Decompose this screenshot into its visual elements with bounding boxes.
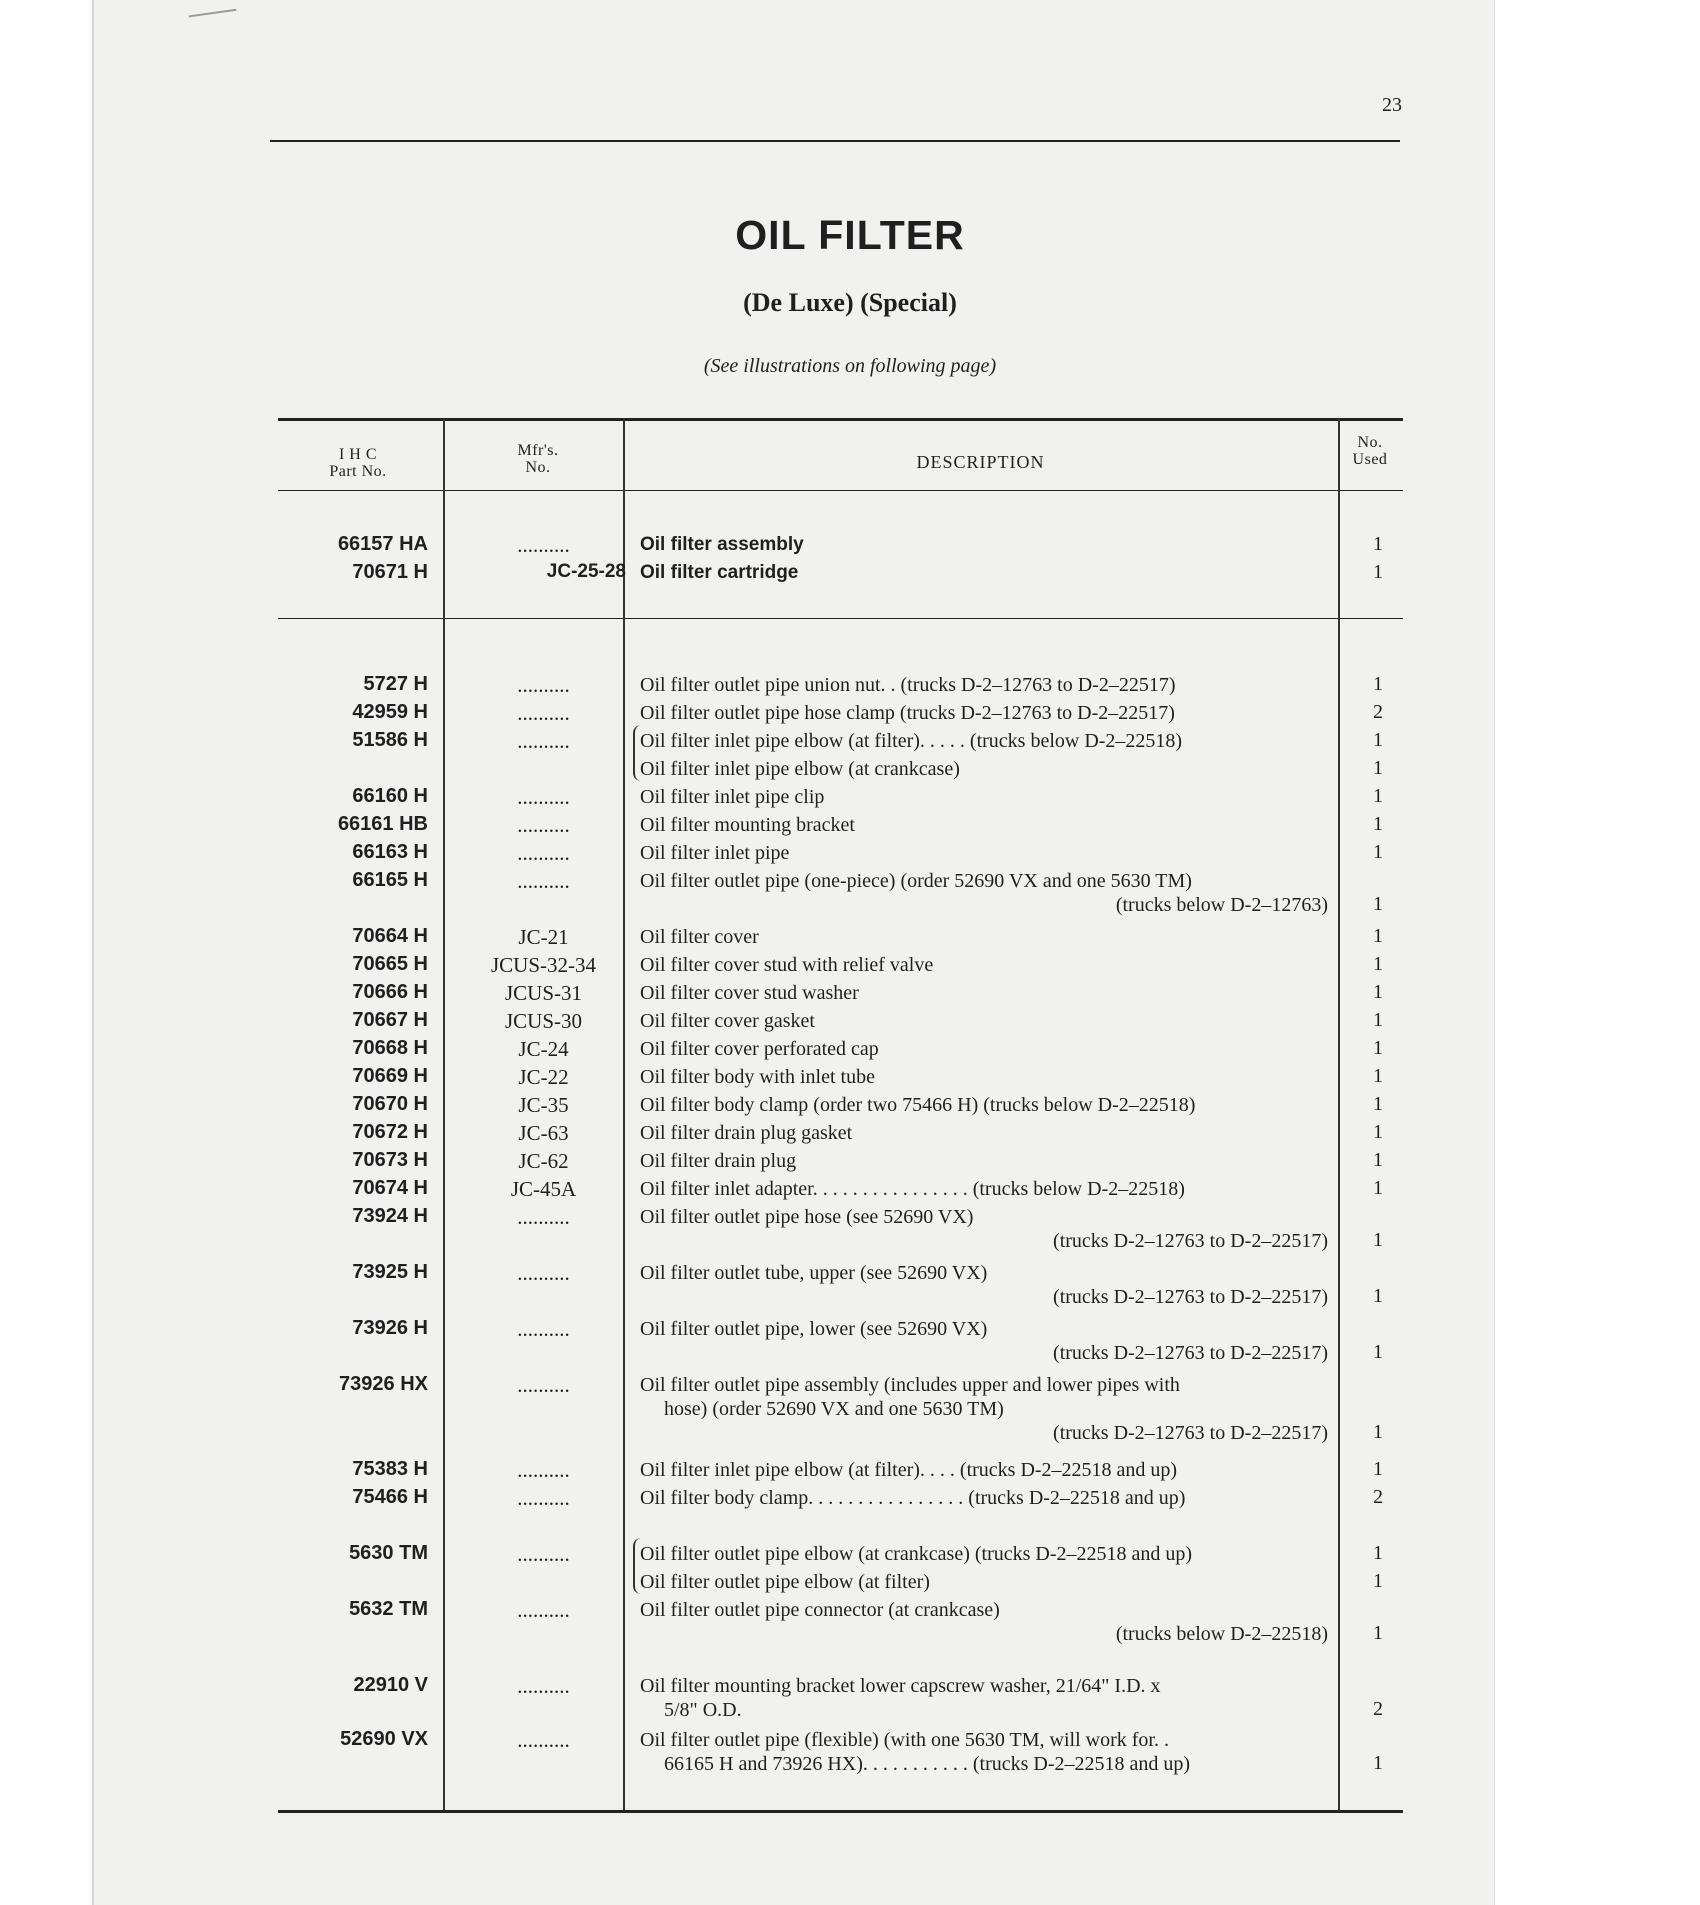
description <box>640 1598 1328 1646</box>
description-line: Oil filter outlet pipe union nut. . (trucks D-2–12763 to D-2–22517) <box>640 674 1176 696</box>
mfr-number: .......... <box>517 1458 570 1482</box>
description-line: Oil filter outlet pipe connector (at crankcase) <box>640 1599 1000 1621</box>
description <box>640 1149 1328 1173</box>
col-divider-3 <box>1338 418 1340 1810</box>
description <box>640 1373 1328 1445</box>
quantity-used: 1 <box>1373 1149 1383 1171</box>
description-line: Oil filter inlet adapter. . . . . . . . . . . . . . . . (trucks below D-2–22518) <box>640 1178 1185 1200</box>
description <box>640 1317 1328 1365</box>
header-description: DESCRIPTION <box>916 452 1045 472</box>
description-line: Oil filter outlet tube, upper (see 52690 VX) <box>640 1262 988 1284</box>
part-number: 52690 VX <box>340 1728 428 1750</box>
mfr-number: JC-22 <box>518 1065 569 1089</box>
description <box>640 1121 1328 1145</box>
mfr-number: .......... <box>517 813 570 837</box>
description <box>640 1570 1328 1594</box>
mfr-number: .......... <box>517 1542 570 1566</box>
part-number: 70669 H <box>352 1065 428 1087</box>
part-number: 70664 H <box>352 925 428 947</box>
description <box>640 925 1328 949</box>
part-number: 70665 H <box>352 953 428 975</box>
mfr-number: .......... <box>517 1728 570 1752</box>
grouping-brace <box>633 725 641 781</box>
description-line: Oil filter mounting bracket lower capscrew washer, 21/64" I.D. x <box>640 1675 1161 1697</box>
description <box>640 1458 1328 1482</box>
part-number: 42959 H <box>352 701 428 723</box>
description-continuation: hose) (order 52690 VX and one 5630 TM) <box>664 1398 1004 1420</box>
part-number: 70670 H <box>352 1093 428 1115</box>
table-bottom-rule <box>278 1810 1403 1813</box>
description-continuation: 5/8" O.D. <box>664 1699 742 1721</box>
page-subtitle: (De Luxe) (Special) <box>743 288 957 317</box>
part-number: 5632 TM <box>349 1598 428 1620</box>
description <box>640 561 1328 585</box>
description-line: Oil filter body clamp. . . . . . . . . . . . . . . . (trucks D-2–22518 and up) <box>640 1487 1186 1509</box>
description-line: Oil filter outlet pipe elbow (at filter) <box>640 1571 930 1593</box>
description-line: Oil filter outlet pipe hose clamp (trucks D-2–12763 to D-2–22517) <box>640 702 1175 724</box>
description <box>640 1728 1328 1776</box>
quantity-used: 1 <box>1373 925 1383 947</box>
part-number: 73925 H <box>352 1261 428 1283</box>
description-continuation: (trucks D-2–12763 to D-2–22517) <box>1053 1342 1328 1364</box>
description <box>640 1542 1328 1566</box>
mfr-number: JCUS-30 <box>504 1009 583 1033</box>
mfr-number: .......... <box>517 701 570 725</box>
description-line: Oil filter assembly <box>640 534 804 555</box>
mfr-number: .......... <box>517 1598 570 1622</box>
part-number: 70674 H <box>352 1177 428 1199</box>
part-number: 66165 H <box>352 869 428 891</box>
quantity-used: 1 <box>1373 981 1383 1003</box>
description <box>640 673 1328 697</box>
description <box>640 1674 1328 1722</box>
mfr-number: .......... <box>517 1205 570 1229</box>
grouping-brace <box>633 1538 641 1594</box>
mfr-number: .......... <box>517 1261 570 1285</box>
description <box>640 729 1328 753</box>
description <box>640 785 1328 809</box>
part-number: 22910 V <box>353 1674 428 1696</box>
description <box>640 1261 1328 1309</box>
description-line: Oil filter drain plug gasket <box>640 1122 853 1144</box>
description-line: Oil filter body with inlet tube <box>640 1066 875 1088</box>
col-divider-1 <box>443 418 445 1810</box>
quantity-used: 2 <box>1373 1698 1383 1720</box>
mfr-number: .......... <box>517 1317 570 1341</box>
header-part-no: I H C Part No. <box>329 446 387 480</box>
description <box>640 1205 1328 1253</box>
quantity-used: 1 <box>1373 1285 1383 1307</box>
mfr-number: .......... <box>517 785 570 809</box>
description-continuation: (trucks below D-2–12763) <box>1115 894 1328 916</box>
quantity-used: 1 <box>1373 1065 1383 1087</box>
description-line: Oil filter cartridge <box>640 562 799 583</box>
quantity-used: 1 <box>1373 1229 1383 1251</box>
quantity-used: 1 <box>1373 1009 1383 1031</box>
description <box>640 1177 1328 1201</box>
part-number: 66163 H <box>352 841 428 863</box>
description <box>640 869 1328 917</box>
description-line: Oil filter cover stud washer <box>640 982 859 1004</box>
quantity-used: 2 <box>1373 1486 1383 1508</box>
quantity-used: 1 <box>1373 561 1383 583</box>
part-number: 70666 H <box>352 981 428 1003</box>
mfr-number: JC-21 <box>518 925 569 949</box>
description <box>640 1037 1328 1061</box>
description-line: Oil filter inlet pipe elbow (at filter). . . . . (trucks below D-2–22518) <box>640 730 1183 752</box>
description-line: Oil filter inlet pipe elbow (at crankcase) <box>640 758 960 780</box>
page-title <box>0 212 1700 259</box>
description <box>640 981 1328 1005</box>
description-line: Oil filter outlet pipe elbow (at crankcase) (trucks D-2–22518 and up) <box>640 1543 1193 1565</box>
description-line: Oil filter drain plug <box>640 1150 797 1172</box>
quantity-used: 1 <box>1373 1752 1383 1774</box>
quantity-used: 1 <box>1373 953 1383 975</box>
description-continuation: (trucks D-2–12763 to D-2–22517) <box>1053 1286 1328 1308</box>
part-number: 73926 H <box>352 1317 428 1339</box>
description-line: Oil filter cover <box>640 926 759 948</box>
quantity-used: 1 <box>1373 1570 1383 1592</box>
description-line: Oil filter cover stud with relief valve <box>640 954 934 976</box>
mfr-number: JC-24 <box>518 1037 569 1061</box>
page-number: 23 <box>1382 94 1402 116</box>
description-line: Oil filter inlet pipe elbow (at filter). . . . (trucks D-2–22518 and up) <box>640 1459 1178 1481</box>
quantity-used: 1 <box>1373 1458 1383 1480</box>
description-line: Oil filter cover perforated cap <box>640 1038 879 1060</box>
description-line: Oil filter inlet pipe <box>640 842 790 864</box>
description-continuation: (trucks below D-2–22518) <box>1115 1623 1328 1645</box>
description-continuation: (trucks D-2–12763 to D-2–22517) <box>1053 1230 1328 1252</box>
description <box>640 813 1328 837</box>
parts-table <box>278 418 1403 1813</box>
part-number: 70672 H <box>352 1121 428 1143</box>
description-line: Oil filter outlet pipe (one-piece) (order 52690 VX and one 5630 TM) <box>640 870 1192 892</box>
mfr-number: .......... <box>517 869 570 893</box>
description <box>640 1093 1328 1117</box>
part-number: 66157 HA <box>337 533 428 555</box>
mfr-number: JC-62 <box>518 1149 569 1173</box>
quantity-used: 1 <box>1373 533 1383 555</box>
mfr-number: .......... <box>517 533 570 557</box>
mfr-number: .......... <box>517 841 570 865</box>
quantity-used: 1 <box>1373 757 1383 779</box>
table-top-rule <box>278 418 1403 421</box>
header-bottom-rule <box>278 490 1403 491</box>
quantity-used: 1 <box>1373 1421 1383 1443</box>
mfr-number: .......... <box>517 673 570 697</box>
mfr-number: JCUS-32-34 <box>490 953 596 977</box>
mfr-number: JC-35 <box>518 1093 569 1117</box>
part-number: 5630 TM <box>349 1542 428 1564</box>
page-title-text: OIL FILTER <box>735 212 965 258</box>
quantity-used: 1 <box>1373 1177 1383 1199</box>
description <box>640 1009 1328 1033</box>
part-number: 51586 H <box>352 729 428 751</box>
description-line: Oil filter outlet pipe (flexible) (with one 5630 TM, will work for. . <box>640 1729 1169 1751</box>
part-number: 70671 H <box>352 561 428 583</box>
quantity-used: 1 <box>1373 729 1383 751</box>
mfr-number: .......... <box>517 1674 570 1698</box>
description <box>640 701 1328 725</box>
quantity-used: 1 <box>1373 1037 1383 1059</box>
description-line: Oil filter inlet pipe clip <box>640 786 825 808</box>
quantity-used: 1 <box>1373 893 1383 915</box>
part-number: 73926 HX <box>339 1373 428 1395</box>
description <box>640 953 1328 977</box>
description <box>640 1065 1328 1089</box>
header-no-used: No. Used <box>1352 434 1388 468</box>
illustration-note: (See illustrations on following page) <box>703 355 997 377</box>
header-rule <box>270 140 1400 142</box>
group-divider-rule <box>278 618 1403 619</box>
quantity-used: 2 <box>1373 701 1383 723</box>
quantity-used: 1 <box>1373 1341 1383 1363</box>
description-line: Oil filter outlet pipe hose (see 52690 VX) <box>640 1206 974 1228</box>
description <box>640 533 1328 557</box>
mfr-number: JC-45A <box>510 1177 577 1201</box>
mfr-number: .......... <box>517 729 570 753</box>
quantity-used: 1 <box>1373 1542 1383 1564</box>
mfr-number: JC-25-28 <box>546 561 626 582</box>
part-number: 75466 H <box>352 1486 428 1508</box>
quantity-used: 1 <box>1373 673 1383 695</box>
part-number: 66161 HB <box>337 813 428 835</box>
part-number: 75383 H <box>352 1458 428 1480</box>
description-continuation: (trucks D-2–12763 to D-2–22517) <box>1053 1422 1328 1444</box>
quantity-used: 1 <box>1373 841 1383 863</box>
description-line: Oil filter outlet pipe, lower (see 52690 VX) <box>640 1318 988 1340</box>
quantity-used: 1 <box>1373 813 1383 835</box>
header-mfr-no: Mfr's. No. <box>517 442 559 476</box>
quantity-used: 1 <box>1373 785 1383 807</box>
mfr-number: JC-63 <box>518 1121 569 1145</box>
part-number: 73924 H <box>352 1205 428 1227</box>
description <box>640 757 1328 781</box>
part-number: 66160 H <box>352 785 428 807</box>
description-line: Oil filter mounting bracket <box>640 814 855 836</box>
mfr-number: JCUS-31 <box>504 981 583 1005</box>
part-number: 70667 H <box>352 1009 428 1031</box>
part-number: 70673 H <box>352 1149 428 1171</box>
quantity-used: 1 <box>1373 1622 1383 1644</box>
mfr-number: .......... <box>517 1373 570 1397</box>
part-number: 5727 H <box>363 673 428 695</box>
mfr-number: .......... <box>517 1486 570 1510</box>
description <box>640 1486 1328 1510</box>
description-continuation: 66165 H and 73926 HX). . . . . . . . . . . (trucks D-2–22518 and up) <box>664 1753 1191 1775</box>
description-line: Oil filter body clamp (order two 75466 H) (trucks below D-2–22518) <box>640 1094 1196 1116</box>
quantity-used: 1 <box>1373 1093 1383 1115</box>
description-line: Oil filter outlet pipe assembly (includes upper and lower pipes with <box>640 1374 1180 1396</box>
description <box>640 841 1328 865</box>
quantity-used: 1 <box>1373 1121 1383 1143</box>
description-line: Oil filter cover gasket <box>640 1010 815 1032</box>
part-number: 70668 H <box>352 1037 428 1059</box>
